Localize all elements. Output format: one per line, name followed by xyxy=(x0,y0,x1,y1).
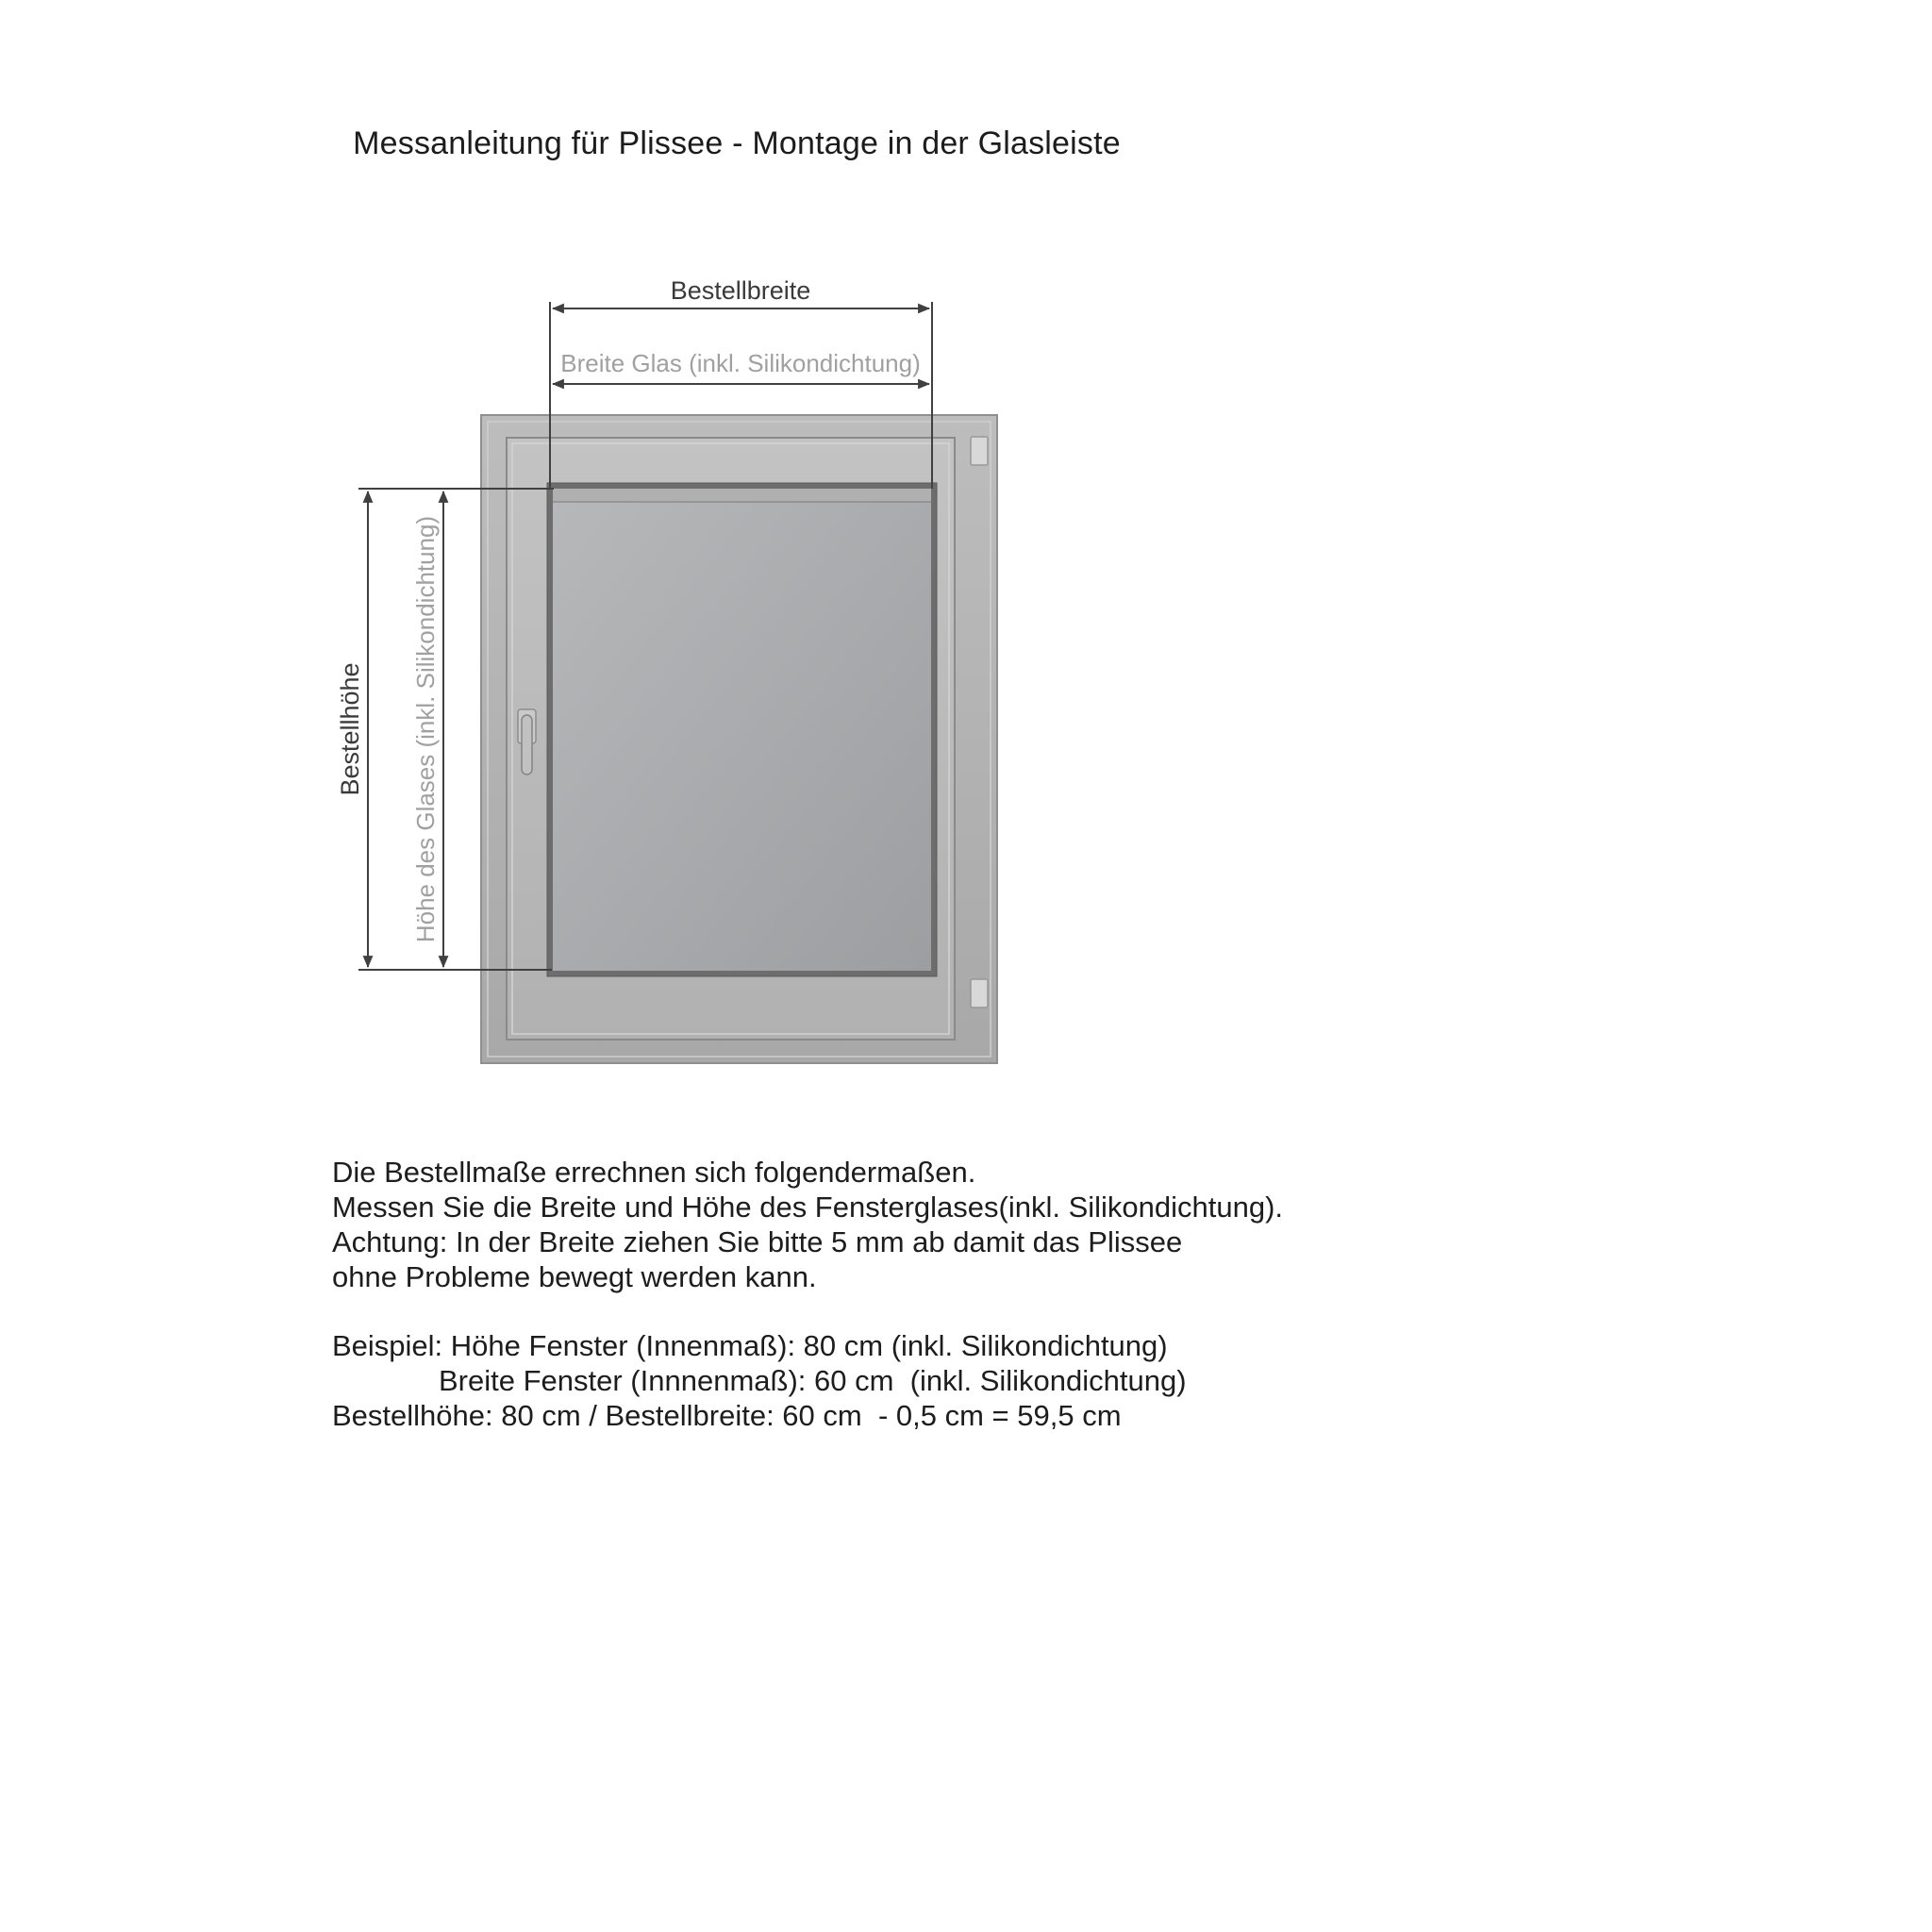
glass-height-label: Höhe des Glases (inkl. Silikondichtung) xyxy=(411,515,440,943)
warning-line-1: Achtung: In der Breite ziehen Sie bitte 5 mm ab damit das Plissee xyxy=(332,1225,1183,1258)
instruction-line-2: Messen Sie die Breite und Höhe des Fensterglases(inkl. Silikondichtung). xyxy=(332,1191,1284,1224)
plissee-top-rail xyxy=(553,489,931,501)
example-line-1: Beispiel: Höhe Fenster (Innenmaß): 80 cm (inkl. Silikondichtung) xyxy=(332,1329,1168,1362)
glass-width-label: Breite Glas (inkl. Silikondichtung) xyxy=(560,349,921,377)
example-line-3: Bestellhöhe: 80 cm / Bestellbreite: 60 cm - 0,5 cm = 59,5 cm xyxy=(332,1399,1122,1432)
window-illustration xyxy=(481,415,997,1063)
example-line-2: Breite Fenster (Innnenmaß): 60 cm (inkl. Silikondichtung) xyxy=(439,1364,1187,1397)
order-height-label: Bestellhöhe xyxy=(336,662,364,796)
hinge-bottom-icon xyxy=(971,979,988,1008)
hinge-top-icon xyxy=(971,437,988,465)
page-title: Messanleitung für Plissee - Montage in der Glasleiste xyxy=(353,125,1121,161)
measurement-diagram xyxy=(321,264,1038,1094)
window-glass xyxy=(553,489,931,971)
instruction-line-1: Die Bestellmaße errechnen sich folgendermaßen. xyxy=(332,1156,976,1189)
warning-line-2: ohne Probleme bewegt werden kann. xyxy=(332,1260,817,1293)
order-width-label: Bestellbreite xyxy=(670,276,811,305)
